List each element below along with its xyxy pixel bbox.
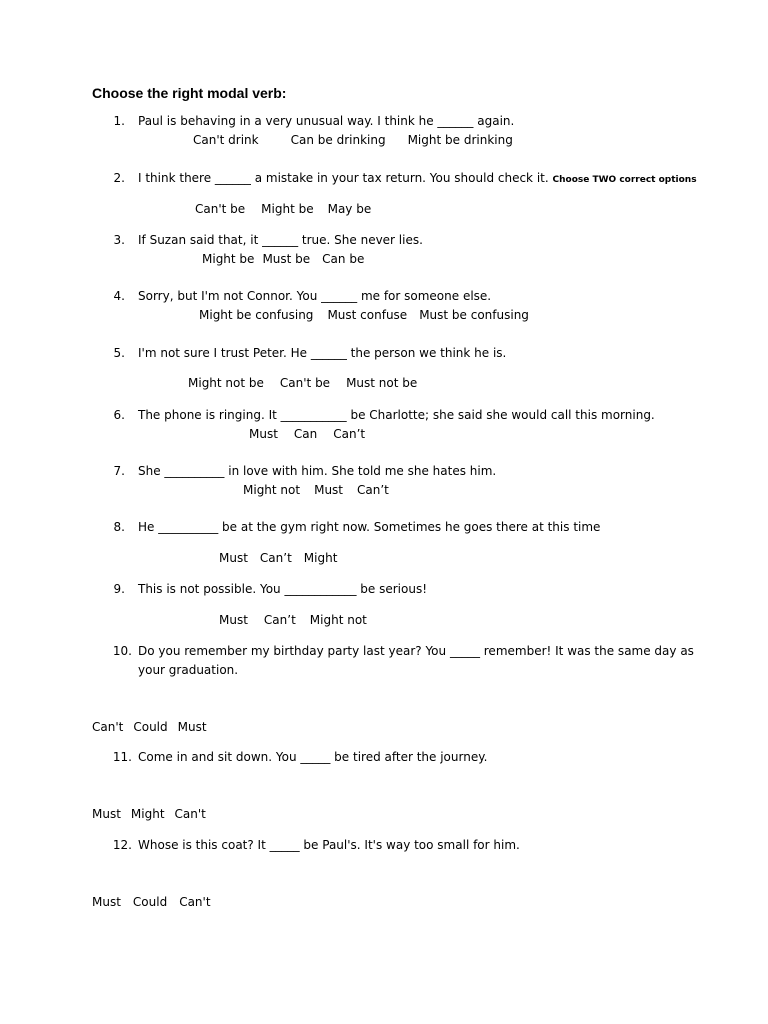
question-text <box>138 171 697 185</box>
option-row <box>92 895 211 909</box>
option: Can’t <box>333 427 366 441</box>
option: Might not <box>309 613 367 627</box>
item-number: 3. <box>113 233 125 247</box>
question-text: Do you remember my birthday party last year? You _____ remember! It was the same day as <box>138 644 694 658</box>
option-row <box>92 720 207 734</box>
option: Can't <box>92 720 124 734</box>
question-text: She __________ in love with him. She told me she hates him. <box>138 464 497 478</box>
option: Could <box>133 720 168 734</box>
option: Can be <box>322 252 365 266</box>
question-main: I think there ______ a mistake in your tax return. You should check it. <box>138 171 549 185</box>
option-row <box>92 807 206 821</box>
option: Must <box>92 807 121 821</box>
option: Might be confusing <box>199 308 314 322</box>
option: Might be <box>202 252 255 266</box>
option: Must not be <box>346 376 418 390</box>
option: Must confuse <box>327 308 408 322</box>
item-number: 11. <box>112 750 132 764</box>
option-row <box>188 376 417 390</box>
option-row <box>193 133 513 147</box>
item-number: 12. <box>112 838 132 852</box>
question-text: He __________ be at the gym right now. Sometimes he goes there at this time <box>138 520 601 534</box>
option: Can be drinking <box>290 133 386 147</box>
item-number: 4. <box>113 289 125 303</box>
option-row <box>202 252 364 266</box>
question-text: This is not possible. You ____________ be serious! <box>138 582 428 596</box>
question-text: The phone is ringing. It ___________ be Charlotte; she said she would call this morning. <box>138 408 655 422</box>
question-text: If Suzan said that, it ______ true. She never lies. <box>138 233 423 247</box>
option: Might not be <box>188 376 264 390</box>
item-number: 8. <box>113 520 125 534</box>
option: Can’t <box>263 613 296 627</box>
option: Might be drinking <box>407 133 513 147</box>
item-number: 7. <box>113 464 125 478</box>
option-row <box>219 551 337 565</box>
option: Must <box>314 483 344 497</box>
option: Might <box>130 807 165 821</box>
item-number: 1. <box>113 114 125 128</box>
option: Can’t <box>259 551 292 565</box>
option: Can't <box>179 895 211 909</box>
option-row <box>195 202 371 216</box>
option: Must <box>177 720 207 734</box>
question-note: Choose TWO correct options <box>552 175 697 185</box>
option: Must be <box>262 252 311 266</box>
option-row <box>219 613 367 627</box>
option: Can’t <box>357 483 389 497</box>
item-number: 9. <box>113 582 125 596</box>
option: Must <box>249 427 278 441</box>
item-number: 6. <box>113 408 125 422</box>
option: Can <box>293 427 318 441</box>
option: Must be confusing <box>419 308 529 322</box>
option: Might <box>303 551 338 565</box>
option: Can't drink <box>193 133 259 147</box>
option: Can't be <box>195 202 246 216</box>
item-number: 10. <box>112 644 132 658</box>
option: Could <box>132 895 168 909</box>
question-text: Paul is behaving in a very unusual way. I think he ______ again. <box>138 114 515 128</box>
question-text-continued: your graduation. <box>138 663 239 677</box>
item-number: 2. <box>113 171 125 185</box>
question-text: I'm not sure I trust Peter. He ______ the person we think he is. <box>138 346 507 360</box>
option: Might be <box>261 202 314 216</box>
question-text: Come in and sit down. You _____ be tired after the journey. <box>138 750 488 764</box>
option: Must <box>92 895 121 909</box>
option-row <box>199 308 529 322</box>
option: Must <box>219 551 248 565</box>
worksheet-title: Choose the right modal verb: <box>92 85 287 101</box>
option: May be <box>327 202 372 216</box>
option: Must <box>219 613 248 627</box>
item-number: 5. <box>113 346 125 360</box>
option: Can't be <box>279 376 331 390</box>
option: Might not <box>243 483 301 497</box>
question-text: Sorry, but I'm not Connor. You ______ me for someone else. <box>138 289 492 303</box>
option: Can't <box>174 807 206 821</box>
option-row <box>243 483 389 497</box>
option-row <box>249 427 365 441</box>
question-text: Whose is this coat? It _____ be Paul's. It's way too small for him. <box>138 838 520 852</box>
